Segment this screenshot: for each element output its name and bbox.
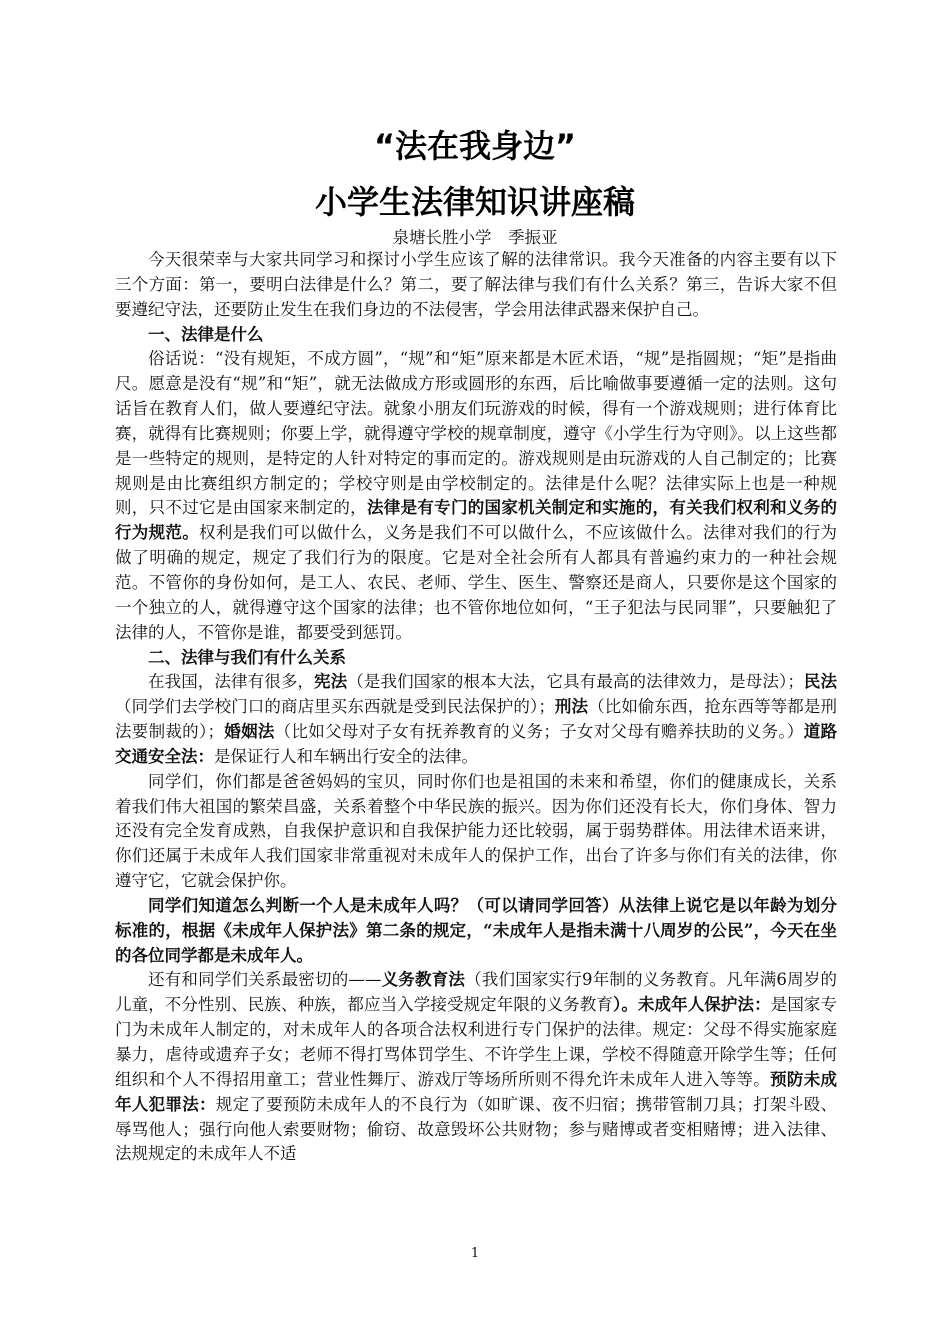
title-line-1: “法在我身边” [373,127,577,165]
text-run: （比如父母对子女有抚养教育的义务；子女对父母有赡养扶助的义务。） [274,722,804,742]
text-run: 是保证行人和车辆出行安全的法律。 [214,746,478,766]
text-run: （我们国家实行9年制的义务教育。凡年满6周岁的儿童，不分性别、民族、种族，都应当入学接受规定年限的义务教育 [115,970,838,1015]
bold-run: 民法 [803,672,838,692]
text-run: （比如偷东西，抢东西等等都是刑法要制裁的）； [115,697,838,742]
minors-paragraph: 同学们，你们都是爸爸妈妈的宝贝，同时你们也是祖国的未来和希望，你们的健康成长，关系着我们伟大祖国的繁荣昌盛，关系着整个中华民族的振兴。因为你们还没有长大，你们身体、智力还没有完全发育成熟，自我保护意识和自我保护能力还比较弱，属于弱势群体。用法律术语来讲，你们还属于未成年人我们国家非常重视对未成年人的保护工作，出台了许多与你们有关的法律，你遵守它，它就会保护你。 [115,771,837,891]
bold-run: 婚姻法 [224,722,275,742]
text-run: （同学们去学校门口的商店里买东西就是受到民法保护的）； [115,697,555,717]
author-line: 泉塘长胜小学 季振亚 [392,228,558,247]
text-run: 是国家专门为未成年人制定的，对未成年人的各项合法权利进行专门保护的法律。规定：父母不得实施家庭暴力，虐待或遗弃子女；老师不得打骂体罚学生、不许学生上课，学校不得随意开除学生等；任何组织和个人不得招用童工；营业性舞厅、游戏厅等场所所则不得允许未成年人进入等等。 [115,995,838,1089]
laws-paragraph [115,670,837,769]
section-1-paragraph [115,347,837,645]
text-run: （是我们国家的根本大法，它具有最高的法律效力，是母法）； [347,672,804,692]
bold-run: 义务教育法 [381,970,466,990]
bold-run: ）。未成年人保护法： [612,995,771,1015]
section-1-heading: 一、法律是什么 [148,324,264,344]
bold-run: 法律是有专门的国家机关制定和实施的，有关我们权利和义务的行为规范。 [115,498,838,543]
text-run: 俗话说：“没有规矩，不成方圆”，“规”和“矩”原来都是木匠术语，“规”是指圆规；“矩”是指曲尺。愿意是没有“规”和“矩”，就无法做成方形或圆形的东西，后比喻做事要遵循一定的法则。这句话旨在教育人们，做人要遵纪守法。就象小朋友们玩游戏的时候，得有一个游戏规则；进行体育比赛，就得有比赛规则；你要上学，就得遵守学校的规章制度，遵守《小学生行为守则》。以上这些都是一些特定的规则，是特定的人针对特定的事而定的。游戏规则是由玩游戏的人自己制定的；比赛规则是由比赛组织方制定的；学校守则是由学校制定的。法律是什么呢？法律实际上也是一种规则，只不过它是由国家来制定的， [115,349,837,518]
title-line-2: 小学生法律知识讲座稿 [314,183,635,221]
document-body [115,248,837,1167]
text-run: 权利是我们可以做什么，义务是我们不可以做什么，不应该做什么。法律对我们的行为做了明确的规定，规定了我们行为的限度。它是对全社会所有人都具有普遍约束力的一种社会规范。不管你的身份如何，是工人、农民、老师、学生、医生、警察还是商人，只要你是这个国家的一个独立的人，就得遵守这个国家的法律；也不管你地位如何，“王子犯法与民同罪”，只要触犯了法律的人，不管你是谁，都要受到惩罚。 [115,523,838,642]
text-run: 在我国，法律有很多， [148,672,315,692]
text-run: 还有和同学们关系最密切的—— [148,970,382,990]
bold-run: 宪法 [314,672,348,692]
bold-run: 刑法 [554,697,589,717]
bold-run: 道路交通安全法： [115,722,838,766]
minor-definition-paragraph: 同学们知道怎么判断一个人是未成年人吗？（可以请同学回答）从法律上说它是以年龄为划分标准的，根据《未成年人保护法》第二条的规定，“未成年人是指未满十八周岁的公民”，今天在坐的各位同学都是未成年人。 [115,895,837,965]
education-law-paragraph [115,968,837,1167]
page-number: 1 [470,1246,480,1261]
text-run: 规定了要预防未成年人的不良行为（如旷课、夜不归宿；携带管制刀具；打架斗殴、辱骂他人；强行向他人索要财物；偷窃、故意毁坏公共财物；参与赌博或者变相赌博；进入法律、法规规定的未成年人不适 [115,1094,838,1164]
section-2-heading: 二、法律与我们有什么关系 [148,647,346,667]
intro-paragraph: 今天很荣幸与大家共同学习和探讨小学生应该了解的法律常识。我今天准备的内容主要有以下三个方面：第一，要明白法律是什么？第二，要了解法律与我们有什么关系？第三，告诉大家不但要遵纪守法，还要防止发生在我们身边的不法侵害，学会用法律武器来保护自己。 [115,250,837,319]
bold-run: 预防未成年人犯罪法： [115,1069,838,1114]
